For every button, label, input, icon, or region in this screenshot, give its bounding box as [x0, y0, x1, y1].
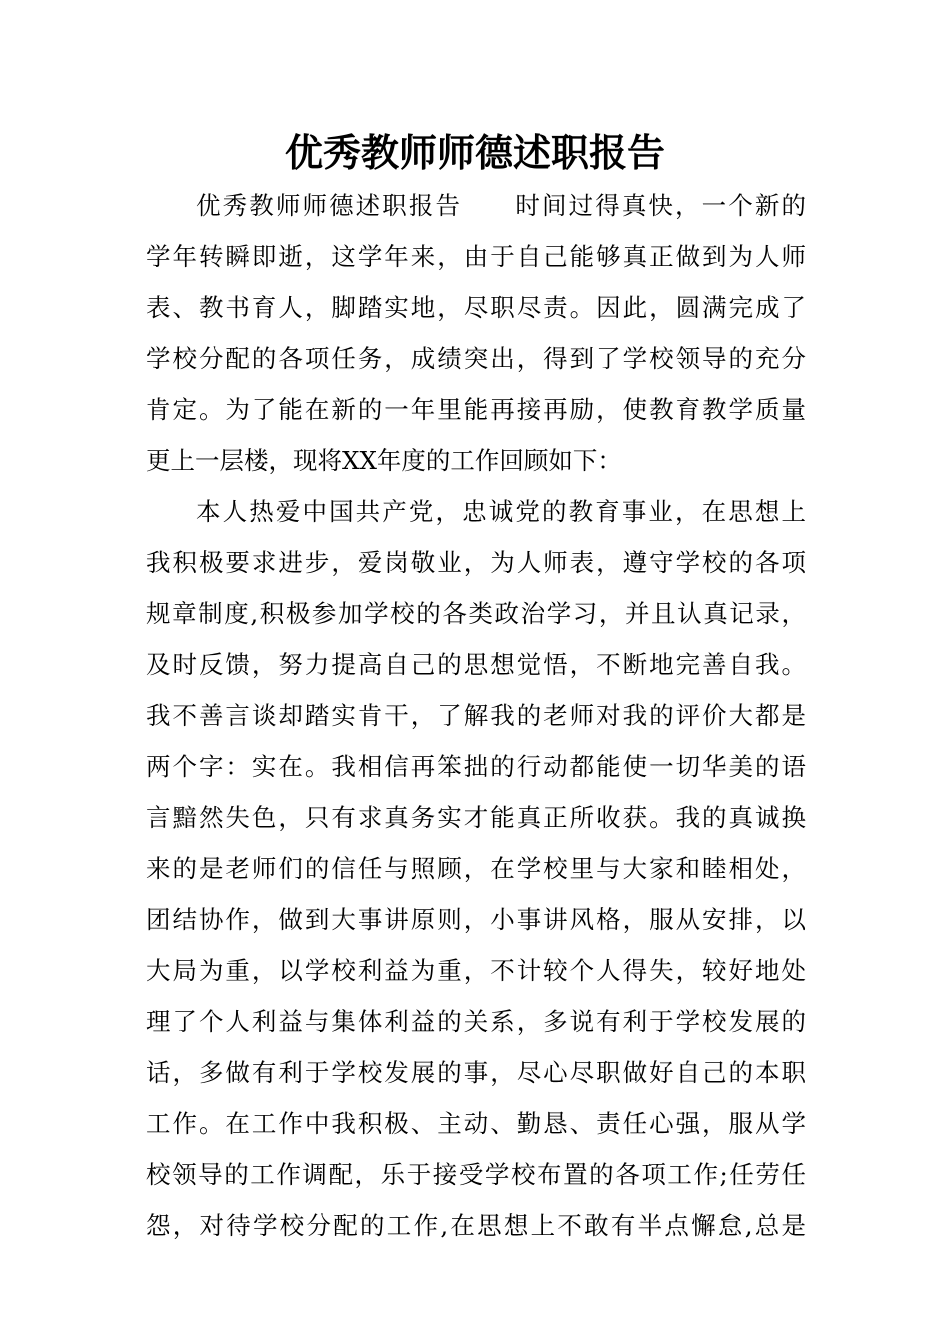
body-line: 我积极要求进步，爱岗敬业，为人师表，遵守学校的各项 — [146, 548, 806, 577]
body-line: 言黯然失色，只有求真务实才能真正所收获。我的真诚换 — [146, 803, 806, 832]
document-body — [146, 180, 806, 1251]
body-line: 大局为重，以学校利益为重，不计较个人得失，较好地处 — [146, 956, 806, 985]
body-line: 本人热爱中国共产党，忠诚党的教育事业，在思想上 — [196, 497, 806, 526]
body-line: 学校分配的各项任务，成绩突出，得到了学校领导的充分 — [146, 344, 806, 373]
body-line: 校领导的工作调配，乐于接受学校布置的各项工作;任劳任 — [146, 1160, 806, 1189]
body-line: 团结协作，做到大事讲原则，小事讲风格，服从安排，以 — [146, 905, 806, 934]
body-line: 理了个人利益与集体利益的关系，多说有利于学校发展的 — [146, 1007, 806, 1036]
document-title: 优秀教师师德述职报告 — [284, 130, 665, 175]
body-line: 规章制度,积极参加学校的各类政治学习，并且认真记录， — [146, 599, 806, 628]
body-line: 及时反馈，努力提高自己的思想觉悟，不断地完善自我。 — [146, 650, 806, 679]
body-line: 话，多做有利于学校发展的事，尽心尽职做好自己的本职 — [146, 1058, 806, 1087]
body-line: 更上一层楼，现将XX年度的工作回顾如下： — [146, 446, 622, 475]
body-line: 工作。在工作中我积极、主动、勤恳、责任心强，服从学 — [146, 1109, 806, 1138]
body-line: 表、教书育人，脚踏实地，尽职尽责。因此，圆满完成了 — [146, 293, 806, 322]
body-line: 肯定。为了能在新的一年里能再接再励，使教育教学质量 — [146, 395, 806, 424]
body-line: 两个字：实在。我相信再笨拙的行动都能使一切华美的语 — [146, 752, 806, 781]
body-line: 我不善言谈却踏实肯干，了解我的老师对我的评价大都是 — [146, 701, 806, 730]
body-line: 怨，对待学校分配的工作,在思想上不敢有半点懈怠,总是 — [146, 1211, 806, 1240]
body-line: 来的是老师们的信任与照顾，在学校里与大家和睦相处， — [146, 854, 806, 883]
body-line: 优秀教师师德述职报告 时间过得真快，一个新的 — [196, 191, 806, 220]
body-line: 学年转瞬即逝，这学年来，由于自己能够真正做到为人师 — [146, 242, 806, 271]
